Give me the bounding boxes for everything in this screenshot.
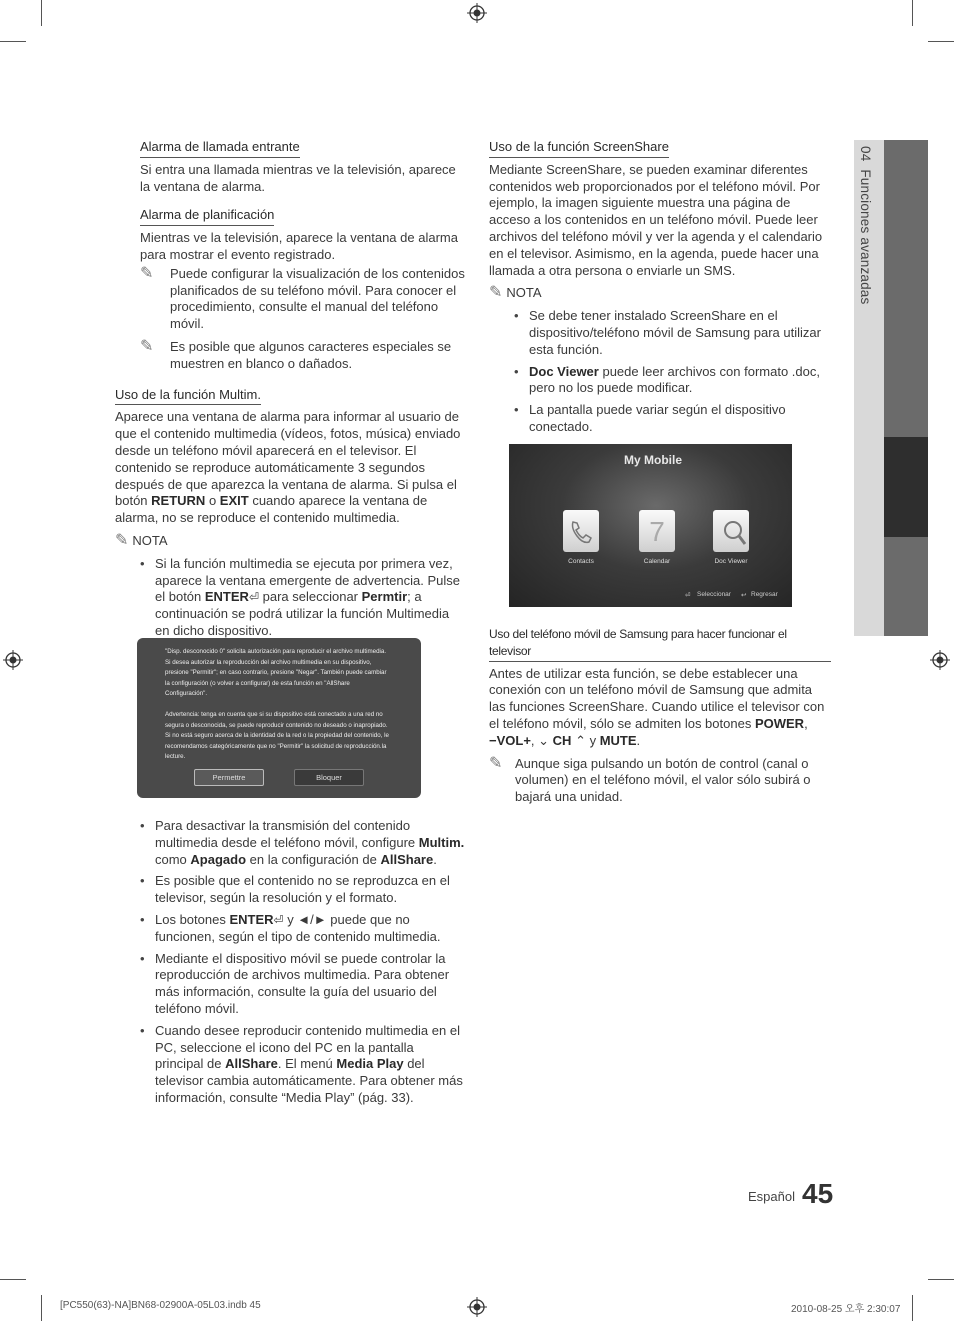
chapter-bar-active — [884, 437, 928, 537]
note-heading: ✎ NOTA — [489, 284, 542, 302]
select-hint: Seleccionar — [697, 591, 731, 598]
chapter-bar — [884, 537, 928, 636]
enter-key-icon: ⏎ — [685, 592, 691, 599]
doc-viewer-icon[interactable] — [713, 510, 749, 552]
permission-dialog — [137, 638, 421, 798]
list-item: • La pantalla puede variar según el dispositivo conectado. — [514, 402, 831, 436]
crop-mark — [928, 1279, 954, 1280]
footer-file: [PC550(63)-NA]BN68-02900A-05L03.indb 45 — [60, 1300, 261, 1311]
crop-mark — [912, 1295, 913, 1321]
permit-button[interactable]: Permettre — [194, 769, 264, 786]
note-text: Aunque siga pulsando un botón de control (canal o volumen) en el teléfono móvil, el valor sólo subirá o bajará una unidad. — [515, 755, 811, 805]
list-item: • Para desactivar la transmisión del contenido multimedia desde el teléfono móvil, configure Multim. como Apagado en la configuración de AllShare. — [140, 818, 465, 868]
page-language: Español — [748, 1189, 795, 1204]
note-text: Es posible que algunos caracteres especiales se muestren en blanco o dañados. — [170, 338, 452, 371]
note-text: Puede configurar la visualización de los contenidos planificados de su teléfono móvil. Para conocer el procedimiento, consulte el manual del teléfono móvil. — [170, 265, 465, 332]
note — [489, 756, 831, 806]
crop-mark — [912, 0, 913, 26]
pencil-note-icon: ✎ — [489, 754, 503, 772]
list-item: • Cuando desee reproducir contenido multimedia en el PC, seleccione el icono del PC en la pantalla principal de AllShare. El menú Media Play del televisor cambia automáticamente. Para obtener más información, consulte “Media Play” (pág. 33). — [140, 1023, 465, 1107]
block-button[interactable]: Bloquer — [294, 769, 364, 786]
paragraph: Aparece una ventana de alarma para informar al usuario de que el contenido multimedia (vídeos, fotos, música) enviado desde un teléfono móvil aparecerá en el televisor. El contenido se reproduce automáticamente 3 segundos después de que aparezca la ventana de alarma. Si pulsa el botón RETURN o EXIT cuando aparece la ventana de alarma, no se reproduce el contenido multimedia. — [115, 409, 461, 526]
dialog-text: "Disp. desconocido 0" solicita autorización para reproducir el archivo multimedia. Si desea autorizar la reproducción del archivo multimedia en su dispositivo, presione "Permitir"; en caso contrario, presione "Negar". También puede cambiar la configuración (o volver a configurar) de esta función en "AllShare Configuración". — [165, 648, 387, 698]
crop-mark — [41, 1295, 42, 1321]
chevron-down-icon: ⌄ — [538, 732, 553, 748]
right-column — [489, 139, 831, 441]
footer-date: 2010-08-25 오후 2:30:07 — [791, 1304, 901, 1315]
crop-mark — [41, 0, 42, 26]
calendar-label: Calendar — [643, 558, 671, 565]
registration-mark-icon — [3, 650, 23, 670]
list-item: • Los botones ENTER⏎ y ◄/► puede que no funcionen, según el tipo de contenido multimedia. — [140, 912, 465, 946]
paragraph: Antes de utilizar esta función, se debe establecer una conexión con un teléfono móvil de Samsung que admita las funciones ScreenShare. Cuando utilice el televisor con el teléfono móvil, sólo se admiten los botones POWER, −VOL+, ⌄ CH ⌃ y MUTE. — [489, 665, 825, 748]
pencil-note-icon: ✎ — [489, 284, 503, 302]
exit-key: EXIT — [219, 493, 249, 509]
pencil-note-icon: ✎ — [115, 531, 129, 549]
registration-mark-icon — [467, 1297, 487, 1317]
registration-mark-icon — [930, 650, 950, 670]
chevron-up-icon: ⌃ — [571, 732, 586, 748]
section-heading: Alarma de planificación — [140, 207, 274, 226]
section-heading: Uso de la función ScreenShare — [489, 139, 669, 158]
list-item: • Si la función multimedia se ejecuta por primera vez, aparece la ventana emergente de advertencia. Pulse el botón ENTER⏎ para seleccionar Permtir; a continuación se podrá utilizar la función Multimedia en dicho dispositivo. — [140, 556, 465, 640]
left-column-continued — [115, 818, 465, 1112]
note-heading: ✎ NOTA — [115, 531, 168, 549]
note-list — [140, 818, 465, 1107]
enter-key-icon: ⏎ — [248, 590, 259, 605]
right-column-continued — [489, 626, 831, 812]
my-mobile-title: My Mobile — [624, 453, 683, 467]
crop-mark — [0, 41, 26, 42]
note — [140, 339, 465, 373]
back-hint: Regresar — [751, 591, 778, 598]
list-item: • Mediante el dispositivo móvil se puede controlar la reproducción de archivos multimedia. Para obtener más información, consulte la guía del usuario del teléfono móvil. — [140, 951, 465, 1018]
chapter-label: 04 Funciones avanzadas — [858, 146, 873, 305]
contacts-label: Contacts — [568, 558, 594, 565]
section-heading: Uso de la función Multim. — [115, 387, 261, 406]
paragraph: Mientras ve la televisión, aparece la ventana de alarma para mostrar el evento registrado. — [140, 230, 458, 262]
left-column — [115, 139, 465, 645]
crop-mark — [928, 41, 954, 42]
pencil-note-icon: ✎ — [140, 337, 154, 355]
page-number: 45 — [802, 1178, 834, 1209]
list-item: • Es posible que el contenido no se reproduzca en el televisor, según la resolución y el formato. — [140, 873, 465, 907]
section-heading: Uso del teléfono móvil de Samsung para hacer funcionar el televisor — [489, 626, 831, 662]
my-mobile-screen — [509, 444, 792, 607]
paragraph: Mediante ScreenShare, se pueden examinar diferentes contenidos web proporcionados por el teléfono móvil. Por ejemplo, la imagen siguiente muestra una página de acceso a los contenidos en un teléfono móvil. Puede leer archivos del teléfono móvil y ver la agenda y el calendario en el televisor. Asimismo, en la agenda, puede hacer una llamada a otra persona o enviarle un SMS. — [489, 161, 823, 278]
doc-viewer-label: Doc Viewer — [714, 558, 748, 565]
pencil-note-icon: ✎ — [140, 264, 154, 282]
chapter-bar — [884, 140, 928, 437]
crop-mark — [0, 1279, 26, 1280]
note-list — [140, 556, 465, 640]
contacts-icon[interactable] — [563, 510, 599, 552]
enter-key-icon: ⏎ — [273, 912, 284, 927]
calendar-icon[interactable] — [639, 510, 675, 552]
list-item: • Doc Viewer puede leer archivos con formato .doc, pero no los puede modificar. — [514, 364, 831, 398]
list-item: • Se debe tener instalado ScreenShare en el dispositivo/teléfono móvil de Samsung para utilizar esta función. — [514, 308, 831, 358]
dialog-warning: Advertencia: tenga en cuenta que si su dispositivo está conectado a una red no segura o desconocida, se puede reproducir contenido no deseado o inapropiado. Si no está seguro acerca de la identidad de la red o la propiedad del contenido, le recomendamos categóricamente que no "Permitir" la solicitud de reproducción.la lecture. — [165, 710, 389, 761]
note — [140, 266, 465, 333]
calendar-number: 7 — [649, 516, 665, 547]
section-heading: Alarma de llamada entrante — [140, 139, 300, 158]
note-list — [514, 308, 831, 436]
return-key: RETURN — [151, 493, 206, 509]
registration-mark-icon — [467, 3, 487, 23]
return-key-icon: ↩ — [741, 592, 747, 599]
paragraph: Si entra una llamada mientras ve la televisión, aparece la ventana de alarma. — [140, 161, 456, 194]
